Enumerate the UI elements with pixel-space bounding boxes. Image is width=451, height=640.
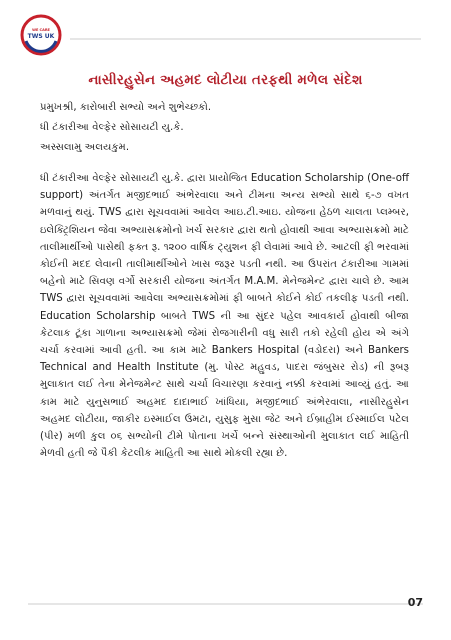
logo-top-text: WE CARE xyxy=(32,28,50,32)
salutation-line: પ્રમુખશ્રી, કારોબારી સભ્યો અને શુભેચ્છકો. xyxy=(40,102,212,113)
message-body: ધી ટંકારીઆ વેલ્ફેર સોસાયટી યુ.કે. દ્વારા પ્રાયોજિત Education Scholarship (One-off support) અંતર્ગત મજીદભાઈ અંભેરવાલા અને ટીમના અન્ય સભ્યો સાથે ૬-૭ વખત મળવાનું થયું. TWS દ્વારા સૂચવવામાં આવેલ આઇ.ટી.આઇ. યોજના હેઠળ ચાલતા પ્લમ્બર, ઇલેક્ટ્રિશિયન જેવા અભ્યાસક્રમોનો ખર્ચ સરકાર દ્વારા થતો હોવાથી આવા અભ્યાસક્રમો માટે તાલીમાર્થીઓ પાસેથી ફક્ત રૂ. ૧૨૦૦ વાર્ષિક ટ્યુશન ફી લેવામાં આવે છે. આટલી ફી ભરવામાં કોઈની મદદ લેવાની તાલીમાર્થીઓને ખાસ જરૂર પડતી નથી. આ ઉપરાંત ટંકારીઆ ગામમાં બહેનો માટે સિવણ વર્ગો સરકારી યોજના અંતર્ગત M.A.M. મેનેજમેન્ટ દ્વારા ચાલે છે. આમ TWS દ્વારા સૂચવવામાં આવેલા અભ્યાસક્રમોમાં ફી બાબતે કોઈને કોઈ તકલીફ પડતી નથી. Education Scholarship બાબતે TWS ની આ સુંદર પહેલ આવકાર્ય હોવાથી બીજા કેટલાક ટૂંકા ગાળાના અભ્યાસક્રમો જેમાં રોજગારીની વધુ સારી તકો રહેલી હોય એ અંગે ચર્ચા કરવામાં આવી હતી. આ કામ માટે Bankers Hospital (વડોદરા) અને Bankers Technical and Health Institute (મુ. પોસ્ટ મહુવડ, પાદરા જંબુસર રોડ) ની રૂબરૂ મુલાકાત લઈ તેના મેનેજમેન્ટ સાથે ચર્ચા વિચારણા કરવાનું નક્કી કરવામાં આવ્યું હતું. આ કામ માટે યુનુસભાઈ અહમદ દાદાભાઈ ખાંધિયા, મજીદભાઈ અંભેરવાલા, નાસીરહુસેન અહમદ લોટીયા, જાકીર ઇસ્માઈલ ઉમટા, યુસુફ મુસા જેટ અને ઈબ્રાહીમ ઈસ્માઈલ પટેલ (પીર) મળી કુલ ૦૬ સભ્યોની ટીમે પોતાના ખર્ચે બન્ને સંસ્થાઓની મુલાકાત લઈ માહિતી મેળવી હતી જે પૈકી કેટલીક માહિતી આ સાથે મોકલી રહ્યા છે. xyxy=(40,173,409,460)
page-number: 07 xyxy=(407,596,423,609)
salutation-line: અસ્સલામુ અલયકુમ. xyxy=(40,142,130,153)
page-title: નાસીરહુસેન અહમદ લોટીયા તરફથી મળેલ સંદેશ xyxy=(88,72,363,88)
footer-rule xyxy=(28,603,423,605)
header-rule xyxy=(70,38,421,40)
logo-main-text: TWS UK xyxy=(27,33,55,40)
tws-uk-logo xyxy=(20,14,62,56)
salutation-line: ધી ટંકારીઆ વેલ્ફેર સોસાયટી યુ.કે. xyxy=(40,122,184,133)
tws-logo-icon xyxy=(20,14,62,56)
